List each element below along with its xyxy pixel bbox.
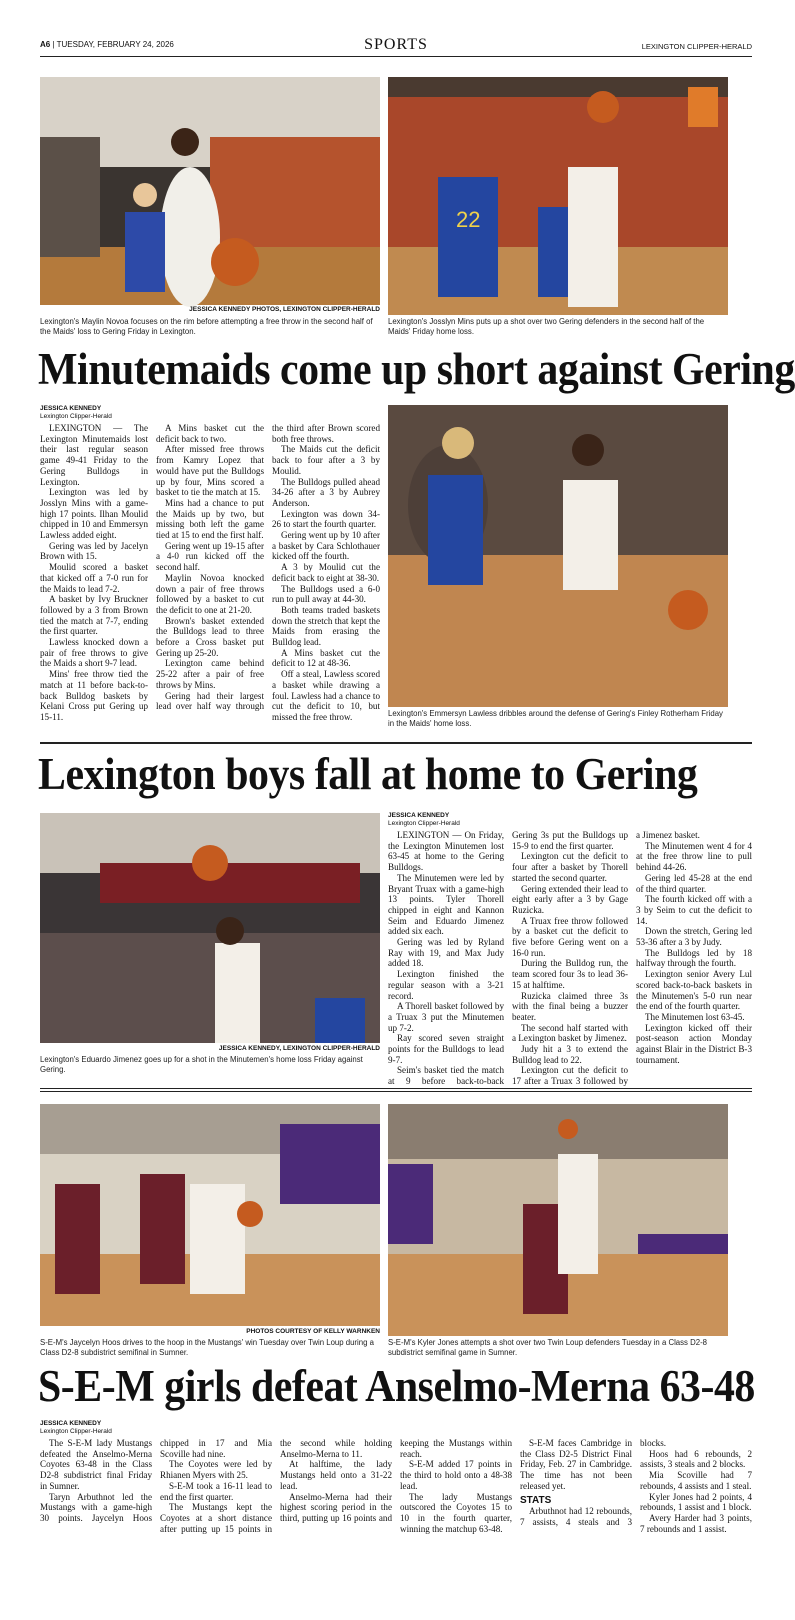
paragraph: The lady Mustangs outscored the Coyotes 15 to 10 in the fourth quarter, winning the matchup 63-48. bbox=[400, 1491, 512, 1534]
paragraph: Seim's basket tied the match at 9 before back-to-back Gering 3s put the Bulldogs up 15-9 to end the first quarter. bbox=[388, 830, 628, 1087]
story3-body bbox=[40, 1420, 752, 1615]
paragraph: The Minutemen went 4 for 4 at the free throw line to pull behind 44-26. bbox=[636, 840, 752, 873]
paragraph: A Truax free throw followed by a basket cut the deficit to five before Gering went on a 16-0 run. bbox=[512, 915, 628, 958]
headline-sem-girls: S-E-M girls defeat Anselmo-Merna 63-48 bbox=[38, 1361, 755, 1411]
photo-maylin-novoa bbox=[40, 77, 380, 305]
paragraph: Lexington came behind 25-22 after a pair of free throws by Mins. bbox=[156, 658, 264, 690]
story1-body bbox=[40, 405, 380, 730]
paragraph: Both teams traded baskets down the stretch that kept the Maids from erasing the Bulldog lead. bbox=[272, 604, 380, 648]
masthead-rule bbox=[40, 56, 752, 57]
caption-photo-4: Lexington's Eduardo Jimenez goes up for a shot in the Minutemen's home loss Friday against Gering. bbox=[40, 1055, 363, 1074]
caption-photo-6: S-E-M's Kyler Jones attempts a shot over two Twin Loup defenders Tuesday in a Class D2-8 subdistrict semifinal game in Sumner. bbox=[388, 1338, 708, 1357]
paragraph: Mins' free throw tied the match at 11 before back-to-back Bulldog baskets by Kelani Cross put Gering up 15-11. bbox=[40, 669, 148, 722]
paragraph: Lexington finished the regular season with a 3-21 record. bbox=[388, 969, 504, 1001]
paragraph: Taryn Arbuthnot led the Mustangs with a game-high 30 points. Jaycelyn Hoos chipped in 17 and Mia Scoville had nine. bbox=[40, 1438, 272, 1523]
stats-heading: STATS bbox=[520, 1494, 552, 1506]
paragraph: Ruzicka claimed three 3s with the final being a buzzer beater. bbox=[512, 990, 628, 1022]
paragraph: Gering went up by 10 after a basket by Cara Schlothauer kicked off the fourth. bbox=[272, 530, 380, 562]
folio: A6 | TUESDAY, FEBRUARY 24, 2026 bbox=[40, 40, 174, 49]
paragraph: A 3 by Moulid cut the deficit back to eight at 38-30. bbox=[272, 562, 380, 583]
paragraph: Down the stretch, Gering led 53-36 after a 3 by Judy. bbox=[636, 926, 752, 948]
paragraph: Gering extended their lead to eight early after a 3 by Gage Ruzicka. bbox=[512, 883, 628, 915]
paragraph: Maylin Novoa knocked down a pair of free throws followed by a basket to cut the deficit to one at 21-20. bbox=[156, 572, 264, 615]
story2-body bbox=[388, 812, 752, 1087]
byline-3: JESSICA KENNEDY Lexington Clipper-Herald bbox=[40, 1420, 112, 1435]
photo-eduardo-jimenez bbox=[40, 813, 380, 1043]
byline-2: JESSICA KENNEDY Lexington Clipper-Herald bbox=[388, 812, 460, 827]
paragraph: Gering went up 19-15 after a 4-0 run kicked off the second half. bbox=[156, 540, 264, 573]
paragraph: The Mustangs kept the Coyotes at a short distance after putting up 15 points in the second while holding Anselmo-Merna to 11. bbox=[160, 1438, 392, 1534]
paragraph: Lexington was led by Josslyn Mins with a game-high 17 points. Ilhan Moulid chipped in 10 and Emmersyn Lawless added eight. bbox=[40, 487, 148, 541]
photo-jaycelyn-hoos bbox=[40, 1104, 380, 1326]
paragraph: The Minutemen lost 63-45. bbox=[645, 1011, 745, 1022]
headline-lexington-boys: Lexington boys fall at home to Gering bbox=[38, 749, 698, 799]
paragraph: The Bulldogs led by 18 halfway through the fourth. bbox=[636, 947, 752, 969]
caption-photo-5: S-E-M's Jaycelyn Hoos drives to the hoop in the Mustangs' win Tuesday over Twin Loup during a Class D2-8 subdistrict semifinal in Sumner. bbox=[40, 1338, 374, 1357]
paragraph: The S-E-M lady Mustangs defeated the Anselmo-Merna Coyotes 63-48 in the Class D2-8 subdistrict final Friday in Sumner. bbox=[40, 1438, 152, 1491]
photo-josslyn-mins bbox=[388, 77, 728, 315]
story3-columns bbox=[40, 1438, 752, 1620]
story-divider-1 bbox=[40, 742, 752, 744]
paragraph: S-E-M added 17 points in the third to hold onto a 48-38 lead. bbox=[400, 1459, 512, 1491]
paragraph: LEXINGTON — On Friday, the Lexington Minutemen lost 63-45 at home to the Gering Bulldogs. bbox=[388, 830, 504, 873]
story1-columns bbox=[40, 423, 380, 730]
paragraph: Mia Scoville had 7 rebounds, 4 assists and 1 steal. bbox=[640, 1470, 752, 1491]
paragraph: The Maids cut the deficit back to four after a 3 by Moulid. bbox=[272, 444, 380, 476]
photo-kyler-jones bbox=[388, 1104, 728, 1336]
paragraph: Gering led 45-28 at the end of the third quarter. bbox=[636, 872, 752, 894]
caption-photo-1: Lexington's Maylin Novoa focuses on the rim before attempting a free throw in the second half of the Maids' loss to Gering Friday in Lexington. bbox=[40, 317, 373, 336]
paragraph: Gering was led by Ryland Ray with 19, and Max Judy added 18. bbox=[388, 937, 504, 969]
paragraph: The Coyotes were led by Rhianen Myers with 25. bbox=[160, 1459, 272, 1481]
caption-photo-2: Lexington's Josslyn Mins puts up a shot over two Gering defenders in the second half of the Maids' Friday home loss. bbox=[388, 317, 705, 336]
paragraph: After missed free throws from Kamry Lopez that would have put the Bulldogs up by four, Mins scored a basket to tie the match at 15. bbox=[156, 444, 264, 498]
paragraph: During the Bulldog run, the team scored four 3s to lead 36-15 at halftime. bbox=[512, 958, 628, 990]
paragraph: Moulid scored a basket that kicked off a 7-0 run for the Maids to lead 7-2. bbox=[40, 562, 148, 594]
svg-text:22: 22 bbox=[456, 207, 481, 232]
photo-emmersyn-lawless bbox=[388, 405, 728, 707]
paragraph: At halftime, the lady Mustangs held onto a 31-22 lead. bbox=[280, 1459, 392, 1491]
paragraph: Anselmo-Merna had their highest scoring period in the third, putting up 16 points and keeping the Mustangs within reach. bbox=[280, 1438, 512, 1523]
paragraph: Arbuthnot had 12 rebounds, 7 assists, 4 steals and 3 blocks. bbox=[520, 1438, 667, 1527]
paragraph: The fourth kicked off with a 3 by Seim to cut the deficit to 14. bbox=[636, 894, 752, 926]
paragraph: The second half started with a Lexington basket by Jimenez. bbox=[512, 1022, 628, 1044]
caption-photo-3: Lexington's Emmersyn Lawless dribbles around the defense of Gering's Finley Rotherham Friday in the Maids' home loss. bbox=[388, 709, 723, 728]
paragraph: S-E-M faces Cambridge in the Class D2-5 District Final Friday, Feb. 27 in Cambridge. The time has not been released yet. bbox=[520, 1438, 632, 1491]
section-name: SPORTS bbox=[364, 36, 428, 53]
paragraph: Lexington cut the deficit to four after a basket by Thorell started the second quarter. bbox=[512, 851, 628, 883]
paragraph: A basket by Ivy Bruckner followed by a 3 from Brown tied the match at 7-7, ending the first quarter. bbox=[40, 594, 148, 637]
paragraph: Mins had a chance to put the Maids up by two, but missing both left the game tied at 15 to end the first half. bbox=[156, 497, 264, 541]
paragraph: Hoos had 6 rebounds, 2 assists, 3 steals and 2 blocks. bbox=[640, 1448, 752, 1470]
paper-name: LEXINGTON CLIPPER-HERALD bbox=[641, 42, 752, 51]
paragraph: Kyler Jones had 2 points, 4 rebounds, 1 assist and 1 block. bbox=[640, 1491, 752, 1513]
paragraph: Off a steal, Lawless scored a basket while drawing a foul. Lawless had a chance to cut the deficit to 10, but missed the free throw. bbox=[272, 669, 380, 722]
story2-columns bbox=[388, 830, 752, 1088]
paragraph: S-E-M took a 16-11 lead to end the first quarter. bbox=[160, 1480, 272, 1502]
paragraph: Lexington cut the deficit to 17 after a Truax 3 followed by a Jimenez basket. bbox=[512, 830, 700, 1087]
paragraph: Gering had their largest lead over half way through the third after Brown scored both free throws. bbox=[156, 423, 380, 712]
paragraph: LEXINGTON — The Lexington Minutemaids lost their last regular season game 49-41 Friday to the Gering Bulldogs in Lexington. bbox=[40, 423, 148, 487]
paragraph: The Bulldogs pulled ahead 34-26 after a 3 by Aubrey Anderson. bbox=[272, 476, 380, 508]
paragraph: The Bulldogs used a 6-0 run to pull away at 44-30. bbox=[272, 583, 380, 605]
paragraph: A Thorell basket followed by a Truax 3 put the Minutemen up 7-2. bbox=[388, 1001, 504, 1033]
paragraph: Lawless knocked down a pair of free throws to give the Maids a short 9-7 lead. bbox=[40, 637, 148, 669]
headline-minutemaids: Minutemaids come up short against Gering bbox=[38, 344, 795, 394]
paragraph: Gering was led by Jacelyn Brown with 15. bbox=[40, 540, 148, 562]
paragraph: Ray scored seven straight points for the Bulldogs to lead 9-7. bbox=[388, 1033, 504, 1065]
paragraph: The Minutemen were led by Bryant Truax with a game-high 13 points. Tyler Thorell chipped in eight and Kannon Seim and Eduardo Jimenez added six each. bbox=[388, 872, 504, 937]
paragraph: A Mins basket cut the deficit back to two. bbox=[156, 423, 264, 444]
photo-credit-3: PHOTOS COURTESY OF KELLY WARNKEN bbox=[246, 1328, 380, 1335]
paragraph: Lexington kicked off their post-season action Monday against Blair in the District B-3 tournament. bbox=[636, 1022, 752, 1065]
paragraph: A Mins basket cut the deficit to 12 at 48-36. bbox=[272, 647, 380, 669]
paragraph: Brown's basket extended the Bulldogs lead to three before a Cross basket put Gering up 25-20. bbox=[156, 615, 264, 658]
paragraph: Lexington senior Avery Lul scored back-to-back baskets in the Minutemen's 5-0 run near the end of the fourth quarter. bbox=[636, 969, 752, 1012]
paragraph: Avery Harder had 3 points, 7 rebounds and 1 assist. bbox=[640, 1512, 752, 1534]
photo-credit-1: JESSICA KENNEDY PHOTOS, LEXINGTON CLIPPER-HERALD bbox=[189, 306, 380, 313]
photo-credit-2: JESSICA KENNEDY, LEXINGTON CLIPPER-HERALD bbox=[218, 1045, 380, 1052]
story-divider-2 bbox=[40, 1088, 752, 1092]
paragraph: Judy hit a 3 to extend the Bulldog lead to 22. bbox=[512, 1044, 628, 1065]
paragraph: Lexington was down 34-26 to start the fourth quarter. bbox=[272, 508, 380, 530]
byline-1: JESSICA KENNEDY Lexington Clipper-Herald bbox=[40, 405, 112, 420]
